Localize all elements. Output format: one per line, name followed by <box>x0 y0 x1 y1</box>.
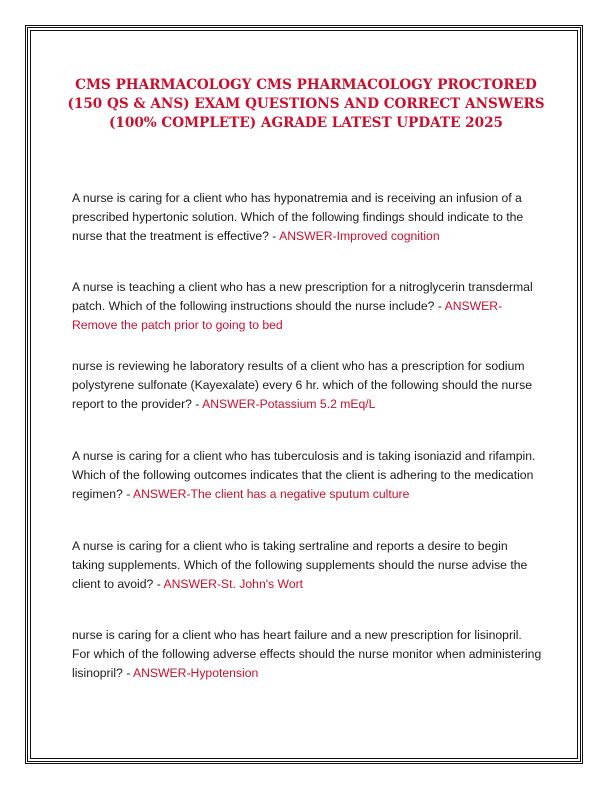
question-text: A nurse is caring for a client who has hyponatremia and is receiving an infusion of a prescribed hypertonic solution. Which of the following findings should indicate to the nurse that the treatment is effective? - <box>72 191 524 243</box>
answer-text: ANSWER-Remove the patch prior to going to bed <box>72 299 503 332</box>
question-text: A nurse is caring for a client who is taking sertraline and reports a desire to begin taking supplements. Which of the following supplements should the nurse advise the client to avoid? - <box>72 539 528 591</box>
answer-text: ANSWER-Hypotension <box>132 666 259 680</box>
qa-item-6 <box>72 626 542 683</box>
qa-item-3 <box>72 357 542 414</box>
question-text: nurse is reviewing he laboratory results of a client who has a prescription for sodium polystyrene sulfonate (Kayexalate) every 6 hr. which of the following should the nurse report to the provider? - <box>72 359 533 411</box>
question-text: A nurse is caring for a client who has tuberculosis and is taking isoniazid and rifampin. Which of the following outcomes indicates that the client is adhering to the medication regimen? - <box>72 449 536 501</box>
qa-item-5 <box>72 537 542 594</box>
qa-item-4 <box>72 447 542 504</box>
qa-item-1 <box>72 189 542 246</box>
document-title: CMS PHARMACOLOGY CMS PHARMACOLOGY PROCTORED (150 QS & ANS) EXAM QUESTIONS AND CORRECT ANSWERS (100% COMPLETE) AGRADE LATEST UPDATE 2025 <box>67 77 545 131</box>
question-text: nurse is caring for a client who has heart failure and a new prescription for lisinopril. For which of the following adverse effects should the nurse monitor when administering lisinopril? - <box>72 628 542 680</box>
question-text: A nurse is teaching a client who has a new prescription for a nitroglycerin transdermal patch. Which of the following instructions should the nurse include? - <box>72 280 533 313</box>
answer-text: ANSWER-Potassium 5.2 mEq/L <box>202 397 376 411</box>
answer-text: ANSWER-Improved cognition <box>279 229 440 243</box>
answer-text: ANSWER-The client has a negative sputum culture <box>132 487 410 501</box>
qa-item-2 <box>72 278 542 335</box>
answer-text: ANSWER-St. John's Wort <box>163 577 304 591</box>
